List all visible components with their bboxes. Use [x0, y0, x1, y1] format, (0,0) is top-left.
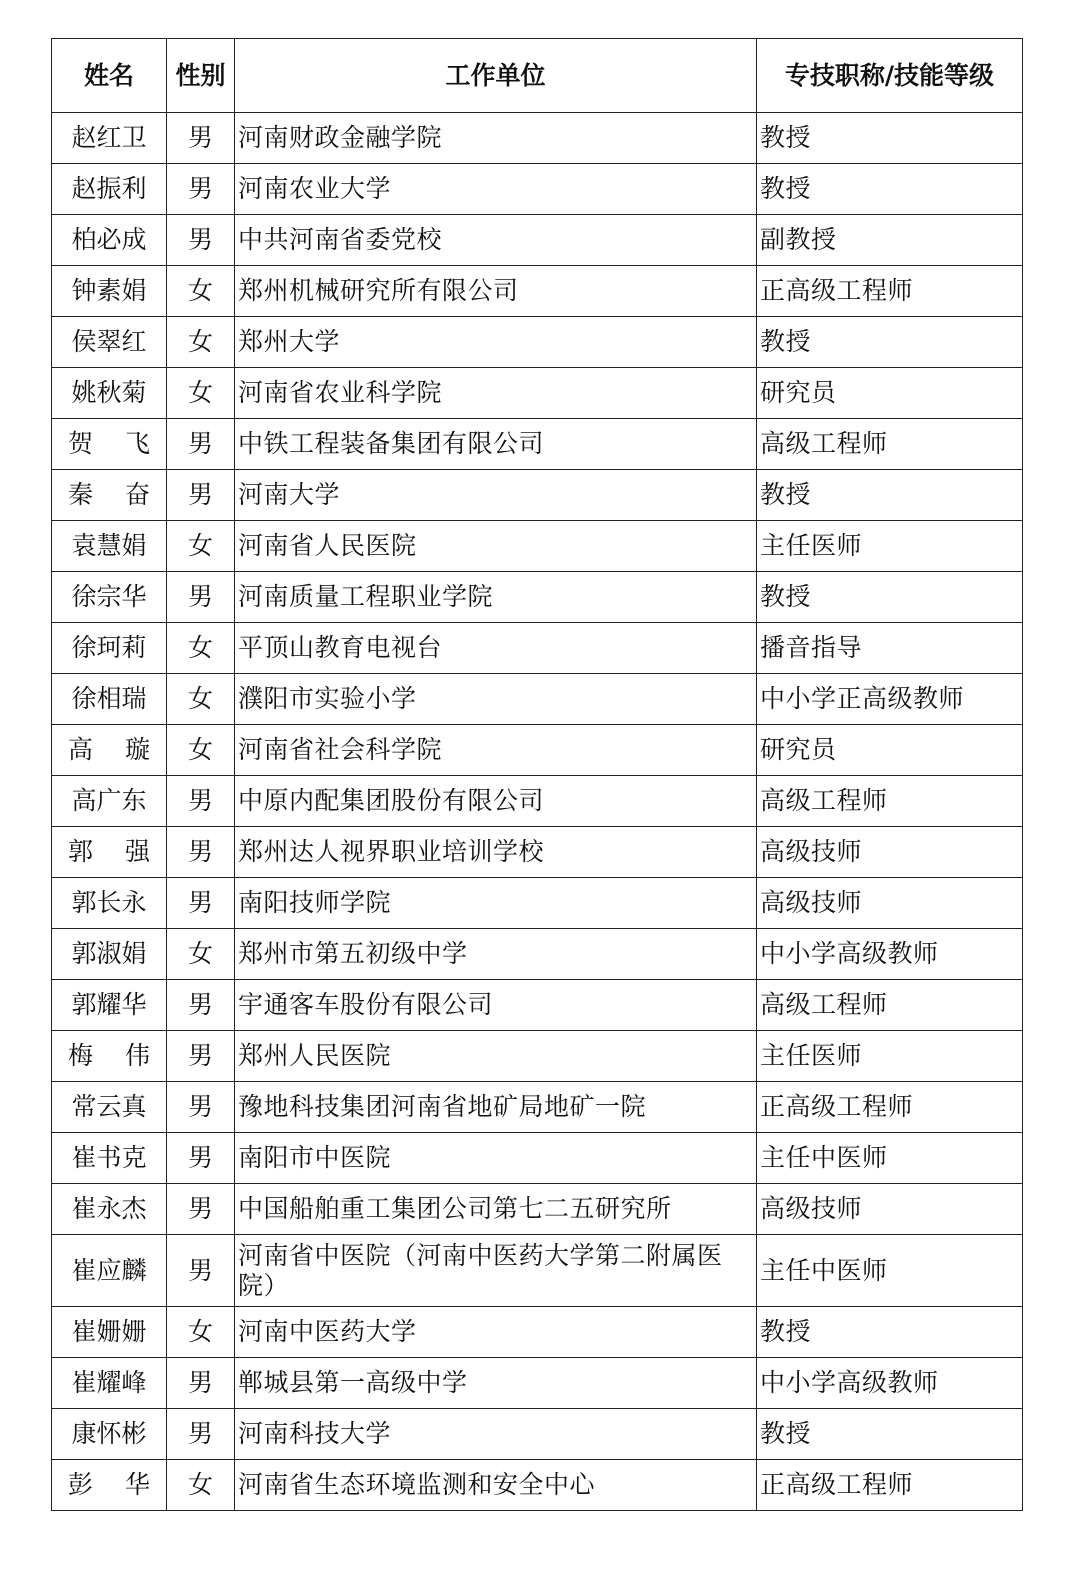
table-row	[52, 470, 1023, 521]
cell-gender: 女	[167, 521, 235, 572]
cell-title: 副教授	[757, 215, 1023, 266]
cell-name: 徐相瑞	[52, 674, 167, 725]
cell-gender: 男	[167, 776, 235, 827]
cell-title: 教授	[757, 1409, 1023, 1460]
cell-name: 崔耀峰	[52, 1358, 167, 1409]
roster-body	[52, 113, 1023, 1511]
table-row	[52, 1082, 1023, 1133]
cell-gender: 男	[167, 1082, 235, 1133]
cell-gender: 男	[167, 1184, 235, 1235]
table-row	[52, 827, 1023, 878]
table-row	[52, 1031, 1023, 1082]
cell-name: 常云真	[52, 1082, 167, 1133]
cell-unit: 中国船舶重工集团公司第七二五研究所	[235, 1184, 757, 1235]
cell-title: 高级工程师	[757, 419, 1023, 470]
cell-title: 教授	[757, 1307, 1023, 1358]
cell-gender: 男	[167, 1133, 235, 1184]
table-row	[52, 521, 1023, 572]
table-row	[52, 776, 1023, 827]
cell-name: 钟素娟	[52, 266, 167, 317]
cell-title: 中小学高级教师	[757, 929, 1023, 980]
cell-unit: 南阳市中医院	[235, 1133, 757, 1184]
cell-name: 徐珂莉	[52, 623, 167, 674]
cell-name: 崔永杰	[52, 1184, 167, 1235]
cell-unit: 河南中医药大学	[235, 1307, 757, 1358]
cell-unit: 郑州达人视界职业培训学校	[235, 827, 757, 878]
cell-unit: 宇通客车股份有限公司	[235, 980, 757, 1031]
table-row	[52, 572, 1023, 623]
cell-name: 赵红卫	[52, 113, 167, 164]
table-row	[52, 725, 1023, 776]
cell-unit: 河南省生态环境监测和安全中心	[235, 1460, 757, 1511]
table-row	[52, 1358, 1023, 1409]
table-row	[52, 164, 1023, 215]
cell-title: 高级技师	[757, 878, 1023, 929]
table-row	[52, 1235, 1023, 1307]
table-row	[52, 113, 1023, 164]
cell-title: 正高级工程师	[757, 266, 1023, 317]
cell-unit: 河南科技大学	[235, 1409, 757, 1460]
cell-title: 高级技师	[757, 827, 1023, 878]
cell-name: 郭淑娟	[52, 929, 167, 980]
roster-table	[51, 38, 1023, 1511]
cell-title: 主任医师	[757, 521, 1023, 572]
cell-unit: 郑州大学	[235, 317, 757, 368]
cell-title: 中小学正高级教师	[757, 674, 1023, 725]
cell-gender: 女	[167, 1460, 235, 1511]
cell-unit: 河南省中医院（河南中医药大学第二附属医院）	[235, 1235, 757, 1307]
table-row	[52, 929, 1023, 980]
cell-gender: 男	[167, 113, 235, 164]
cell-gender: 男	[167, 419, 235, 470]
cell-title: 高级工程师	[757, 776, 1023, 827]
cell-unit: 郑州市第五初级中学	[235, 929, 757, 980]
header-row	[52, 39, 1023, 113]
cell-title: 中小学高级教师	[757, 1358, 1023, 1409]
cell-name: 姚秋菊	[52, 368, 167, 419]
table-row	[52, 215, 1023, 266]
cell-gender: 女	[167, 266, 235, 317]
cell-gender: 女	[167, 725, 235, 776]
cell-title: 教授	[757, 470, 1023, 521]
cell-name: 贺 飞	[52, 419, 167, 470]
table-row	[52, 368, 1023, 419]
cell-gender: 女	[167, 674, 235, 725]
cell-title: 教授	[757, 164, 1023, 215]
cell-title: 主任中医师	[757, 1133, 1023, 1184]
cell-unit: 河南农业大学	[235, 164, 757, 215]
cell-gender: 女	[167, 368, 235, 419]
cell-title: 教授	[757, 572, 1023, 623]
table-row	[52, 623, 1023, 674]
cell-gender: 男	[167, 878, 235, 929]
cell-name: 郭 强	[52, 827, 167, 878]
cell-unit: 濮阳市实验小学	[235, 674, 757, 725]
cell-title: 研究员	[757, 725, 1023, 776]
cell-unit: 河南省农业科学院	[235, 368, 757, 419]
table-row	[52, 1133, 1023, 1184]
table-row	[52, 317, 1023, 368]
cell-unit: 河南省人民医院	[235, 521, 757, 572]
table-row	[52, 266, 1023, 317]
cell-unit: 郑州人民医院	[235, 1031, 757, 1082]
cell-unit: 南阳技师学院	[235, 878, 757, 929]
cell-gender: 男	[167, 1031, 235, 1082]
cell-unit: 河南省社会科学院	[235, 725, 757, 776]
cell-title: 高级技师	[757, 1184, 1023, 1235]
cell-name: 郭耀华	[52, 980, 167, 1031]
header-gender: 性别	[167, 39, 235, 113]
cell-gender: 男	[167, 572, 235, 623]
cell-name: 秦 奋	[52, 470, 167, 521]
cell-name: 侯翠红	[52, 317, 167, 368]
header-title: 专技职称/技能等级	[757, 39, 1023, 113]
table-row	[52, 1460, 1023, 1511]
table-row	[52, 419, 1023, 470]
cell-name: 柏必成	[52, 215, 167, 266]
cell-name: 郭长永	[52, 878, 167, 929]
table-row	[52, 878, 1023, 929]
cell-name: 彭 华	[52, 1460, 167, 1511]
cell-gender: 女	[167, 317, 235, 368]
table-row	[52, 674, 1023, 725]
cell-title: 正高级工程师	[757, 1082, 1023, 1133]
cell-gender: 女	[167, 623, 235, 674]
cell-unit: 豫地科技集团河南省地矿局地矿一院	[235, 1082, 757, 1133]
cell-gender: 男	[167, 1358, 235, 1409]
cell-name: 袁慧娟	[52, 521, 167, 572]
cell-name: 崔书克	[52, 1133, 167, 1184]
cell-gender: 男	[167, 1409, 235, 1460]
cell-name: 康怀彬	[52, 1409, 167, 1460]
cell-name: 梅 伟	[52, 1031, 167, 1082]
cell-unit: 郑州机械研究所有限公司	[235, 266, 757, 317]
cell-gender: 女	[167, 1307, 235, 1358]
table-row	[52, 980, 1023, 1031]
cell-unit: 平顶山教育电视台	[235, 623, 757, 674]
cell-title: 教授	[757, 317, 1023, 368]
cell-name: 崔姗姗	[52, 1307, 167, 1358]
cell-name: 高 璇	[52, 725, 167, 776]
cell-gender: 女	[167, 929, 235, 980]
cell-title: 高级工程师	[757, 980, 1023, 1031]
cell-gender: 男	[167, 215, 235, 266]
cell-title: 主任中医师	[757, 1235, 1023, 1307]
cell-unit: 河南财政金融学院	[235, 113, 757, 164]
cell-unit: 河南质量工程职业学院	[235, 572, 757, 623]
header-unit: 工作单位	[235, 39, 757, 113]
cell-name: 高广东	[52, 776, 167, 827]
cell-title: 正高级工程师	[757, 1460, 1023, 1511]
table-row	[52, 1184, 1023, 1235]
cell-name: 赵振利	[52, 164, 167, 215]
cell-title: 研究员	[757, 368, 1023, 419]
cell-gender: 男	[167, 827, 235, 878]
cell-title: 播音指导	[757, 623, 1023, 674]
cell-gender: 男	[167, 980, 235, 1031]
cell-unit: 中共河南省委党校	[235, 215, 757, 266]
cell-name: 崔应麟	[52, 1235, 167, 1307]
header-name: 姓名	[52, 39, 167, 113]
table-row	[52, 1409, 1023, 1460]
cell-name: 徐宗华	[52, 572, 167, 623]
cell-unit: 中原内配集团股份有限公司	[235, 776, 757, 827]
cell-gender: 男	[167, 164, 235, 215]
cell-title: 主任医师	[757, 1031, 1023, 1082]
cell-unit: 河南大学	[235, 470, 757, 521]
cell-unit: 中铁工程装备集团有限公司	[235, 419, 757, 470]
cell-gender: 男	[167, 470, 235, 521]
table-row	[52, 1307, 1023, 1358]
cell-unit: 郸城县第一高级中学	[235, 1358, 757, 1409]
cell-gender: 男	[167, 1235, 235, 1307]
cell-title: 教授	[757, 113, 1023, 164]
